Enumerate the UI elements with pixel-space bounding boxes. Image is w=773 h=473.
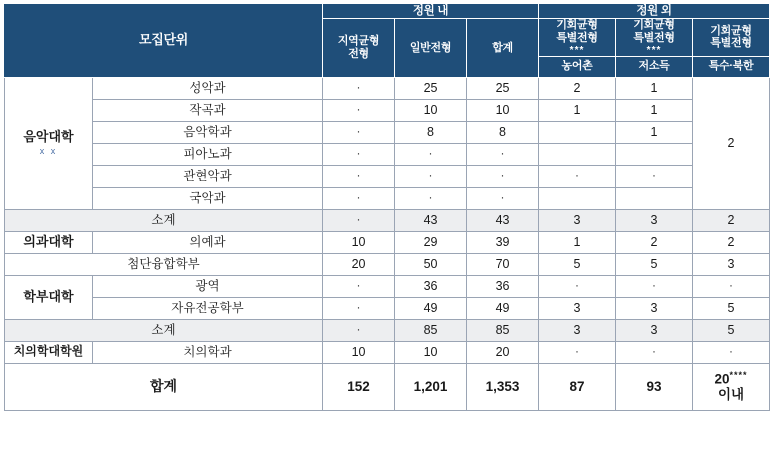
cell-regional: · [323,99,395,121]
cell-subtotal: 36 [467,275,539,297]
cell-regional: 10 [323,231,395,253]
table-row [5,77,770,99]
header-unit-col: 모집단위 [5,5,323,78]
dept-name: 성악과 [93,77,323,99]
cell-regional: 20 [323,253,395,275]
cell-rural [539,187,616,209]
cell-regional: · [323,209,395,231]
cell-lowincome: 2 [616,231,693,253]
cell-rural: 3 [539,319,616,341]
admissions-table-sheet [0,4,773,473]
group-name-undergraduate: 학부대학 [5,275,93,319]
header-col-regional: 지역균형 전형 [323,19,395,77]
cell-regional: · [323,77,395,99]
header-sub-lowincome: 저소득 [616,56,693,77]
cell-subtotal: · [467,187,539,209]
subtotal-label: 소계 [5,319,323,341]
cell-rural: 1 [539,99,616,121]
cell-subtotal: 25 [467,77,539,99]
dept-name: 작곡과 [93,99,323,121]
table-row [5,143,770,165]
header-group-outside: 정원 외 [539,5,770,19]
total-regional: 152 [323,363,395,410]
cell-subtotal: 43 [467,209,539,231]
header-group-inside: 정원 내 [323,5,539,19]
header-col-general: 일반전형 [395,19,467,77]
table-header [5,5,770,78]
table-body [5,77,770,410]
cell-rural: · [539,275,616,297]
cell-regional: · [323,275,395,297]
header-sub-special: 특수·북한 [693,56,770,77]
header-col-equal-opportunity-3: 기회균형 특별전형 [693,19,770,56]
dept-name: 음악학과 [93,121,323,143]
admissions-table [4,4,770,411]
table-row [5,275,770,297]
cell-regional: · [323,165,395,187]
cell-special: 2 [693,209,770,231]
cell-rural: · [539,341,616,363]
cell-general: 85 [395,319,467,341]
group-name-music: 음악대학 x x [5,77,93,209]
cell-lowincome: 5 [616,253,693,275]
total-special: 20**** 이내 [693,363,770,410]
cell-subtotal: 39 [467,231,539,253]
dept-name: 자유전공학부 [93,297,323,319]
cell-general: 49 [395,297,467,319]
cell-rural: 3 [539,297,616,319]
cell-rural: · [539,165,616,187]
cell-regional: · [323,121,395,143]
cell-special-merged: 2 [693,77,770,209]
cell-lowincome [616,143,693,165]
cell-rural [539,121,616,143]
cell-lowincome: 1 [616,99,693,121]
cell-special: · [693,275,770,297]
table-row [5,231,770,253]
total-subtotal: 1,353 [467,363,539,410]
cell-subtotal: 70 [467,253,539,275]
cell-lowincome: 1 [616,121,693,143]
total-special-mark: **** [729,370,748,381]
cell-regional: · [323,319,395,341]
header-col-subtotal: 합계 [467,19,539,77]
table-row [5,341,770,363]
cell-rural: 5 [539,253,616,275]
table-row-subtotal [5,209,770,231]
cell-general: 10 [395,99,467,121]
header-sub-rural: 농어촌 [539,56,616,77]
cell-lowincome: · [616,341,693,363]
cell-general: · [395,187,467,209]
cell-general: · [395,143,467,165]
total-lowincome: 93 [616,363,693,410]
group-name-dentistry: 치의학대학원 [5,341,93,363]
cell-subtotal: · [467,143,539,165]
table-row-total [5,363,770,410]
header-col-equal-opportunity-2: 기회균형 특별전형 *** [616,19,693,56]
cell-lowincome: 1 [616,77,693,99]
cell-special: 5 [693,297,770,319]
cell-regional: · [323,187,395,209]
cell-subtotal: 10 [467,99,539,121]
cell-lowincome [616,187,693,209]
cell-subtotal: 8 [467,121,539,143]
cell-general: 25 [395,77,467,99]
table-row [5,297,770,319]
cell-general: 43 [395,209,467,231]
header-stars-1: *** [569,44,585,56]
dept-name: 치의학과 [93,341,323,363]
dept-name-advanced-convergence: 첨단융합학부 [5,253,323,275]
cell-subtotal: · [467,165,539,187]
group-sup-mark: x x [39,145,58,156]
dept-name: 국악과 [93,187,323,209]
cell-subtotal: 20 [467,341,539,363]
cell-lowincome: · [616,165,693,187]
cell-general: · [395,165,467,187]
cell-rural [539,143,616,165]
dept-name: 광역 [93,275,323,297]
table-row-subtotal [5,319,770,341]
header-col-equal-opportunity-1: 기회균형 특별전형 *** [539,19,616,56]
cell-special: 2 [693,231,770,253]
cell-lowincome: · [616,275,693,297]
table-row [5,121,770,143]
cell-special: 5 [693,319,770,341]
total-general: 1,201 [395,363,467,410]
table-row [5,187,770,209]
cell-regional: · [323,297,395,319]
cell-special: · [693,341,770,363]
header-stars-2: *** [646,44,662,56]
cell-subtotal: 49 [467,297,539,319]
cell-rural: 1 [539,231,616,253]
cell-regional: · [323,143,395,165]
table-row [5,253,770,275]
cell-special: 3 [693,253,770,275]
cell-subtotal: 85 [467,319,539,341]
table-row [5,99,770,121]
cell-lowincome: 3 [616,297,693,319]
dept-name: 의예과 [93,231,323,253]
dept-name: 관현악과 [93,165,323,187]
cell-general: 36 [395,275,467,297]
cell-general: 50 [395,253,467,275]
group-name-medicine: 의과대학 [5,231,93,253]
total-rural: 87 [539,363,616,410]
cell-regional: 10 [323,341,395,363]
cell-rural: 3 [539,209,616,231]
cell-rural: 2 [539,77,616,99]
cell-lowincome: 3 [616,319,693,341]
subtotal-label: 소계 [5,209,323,231]
dept-name: 피아노과 [93,143,323,165]
cell-general: 8 [395,121,467,143]
table-row [5,165,770,187]
total-label: 합계 [5,363,323,410]
cell-general: 29 [395,231,467,253]
cell-general: 10 [395,341,467,363]
cell-lowincome: 3 [616,209,693,231]
